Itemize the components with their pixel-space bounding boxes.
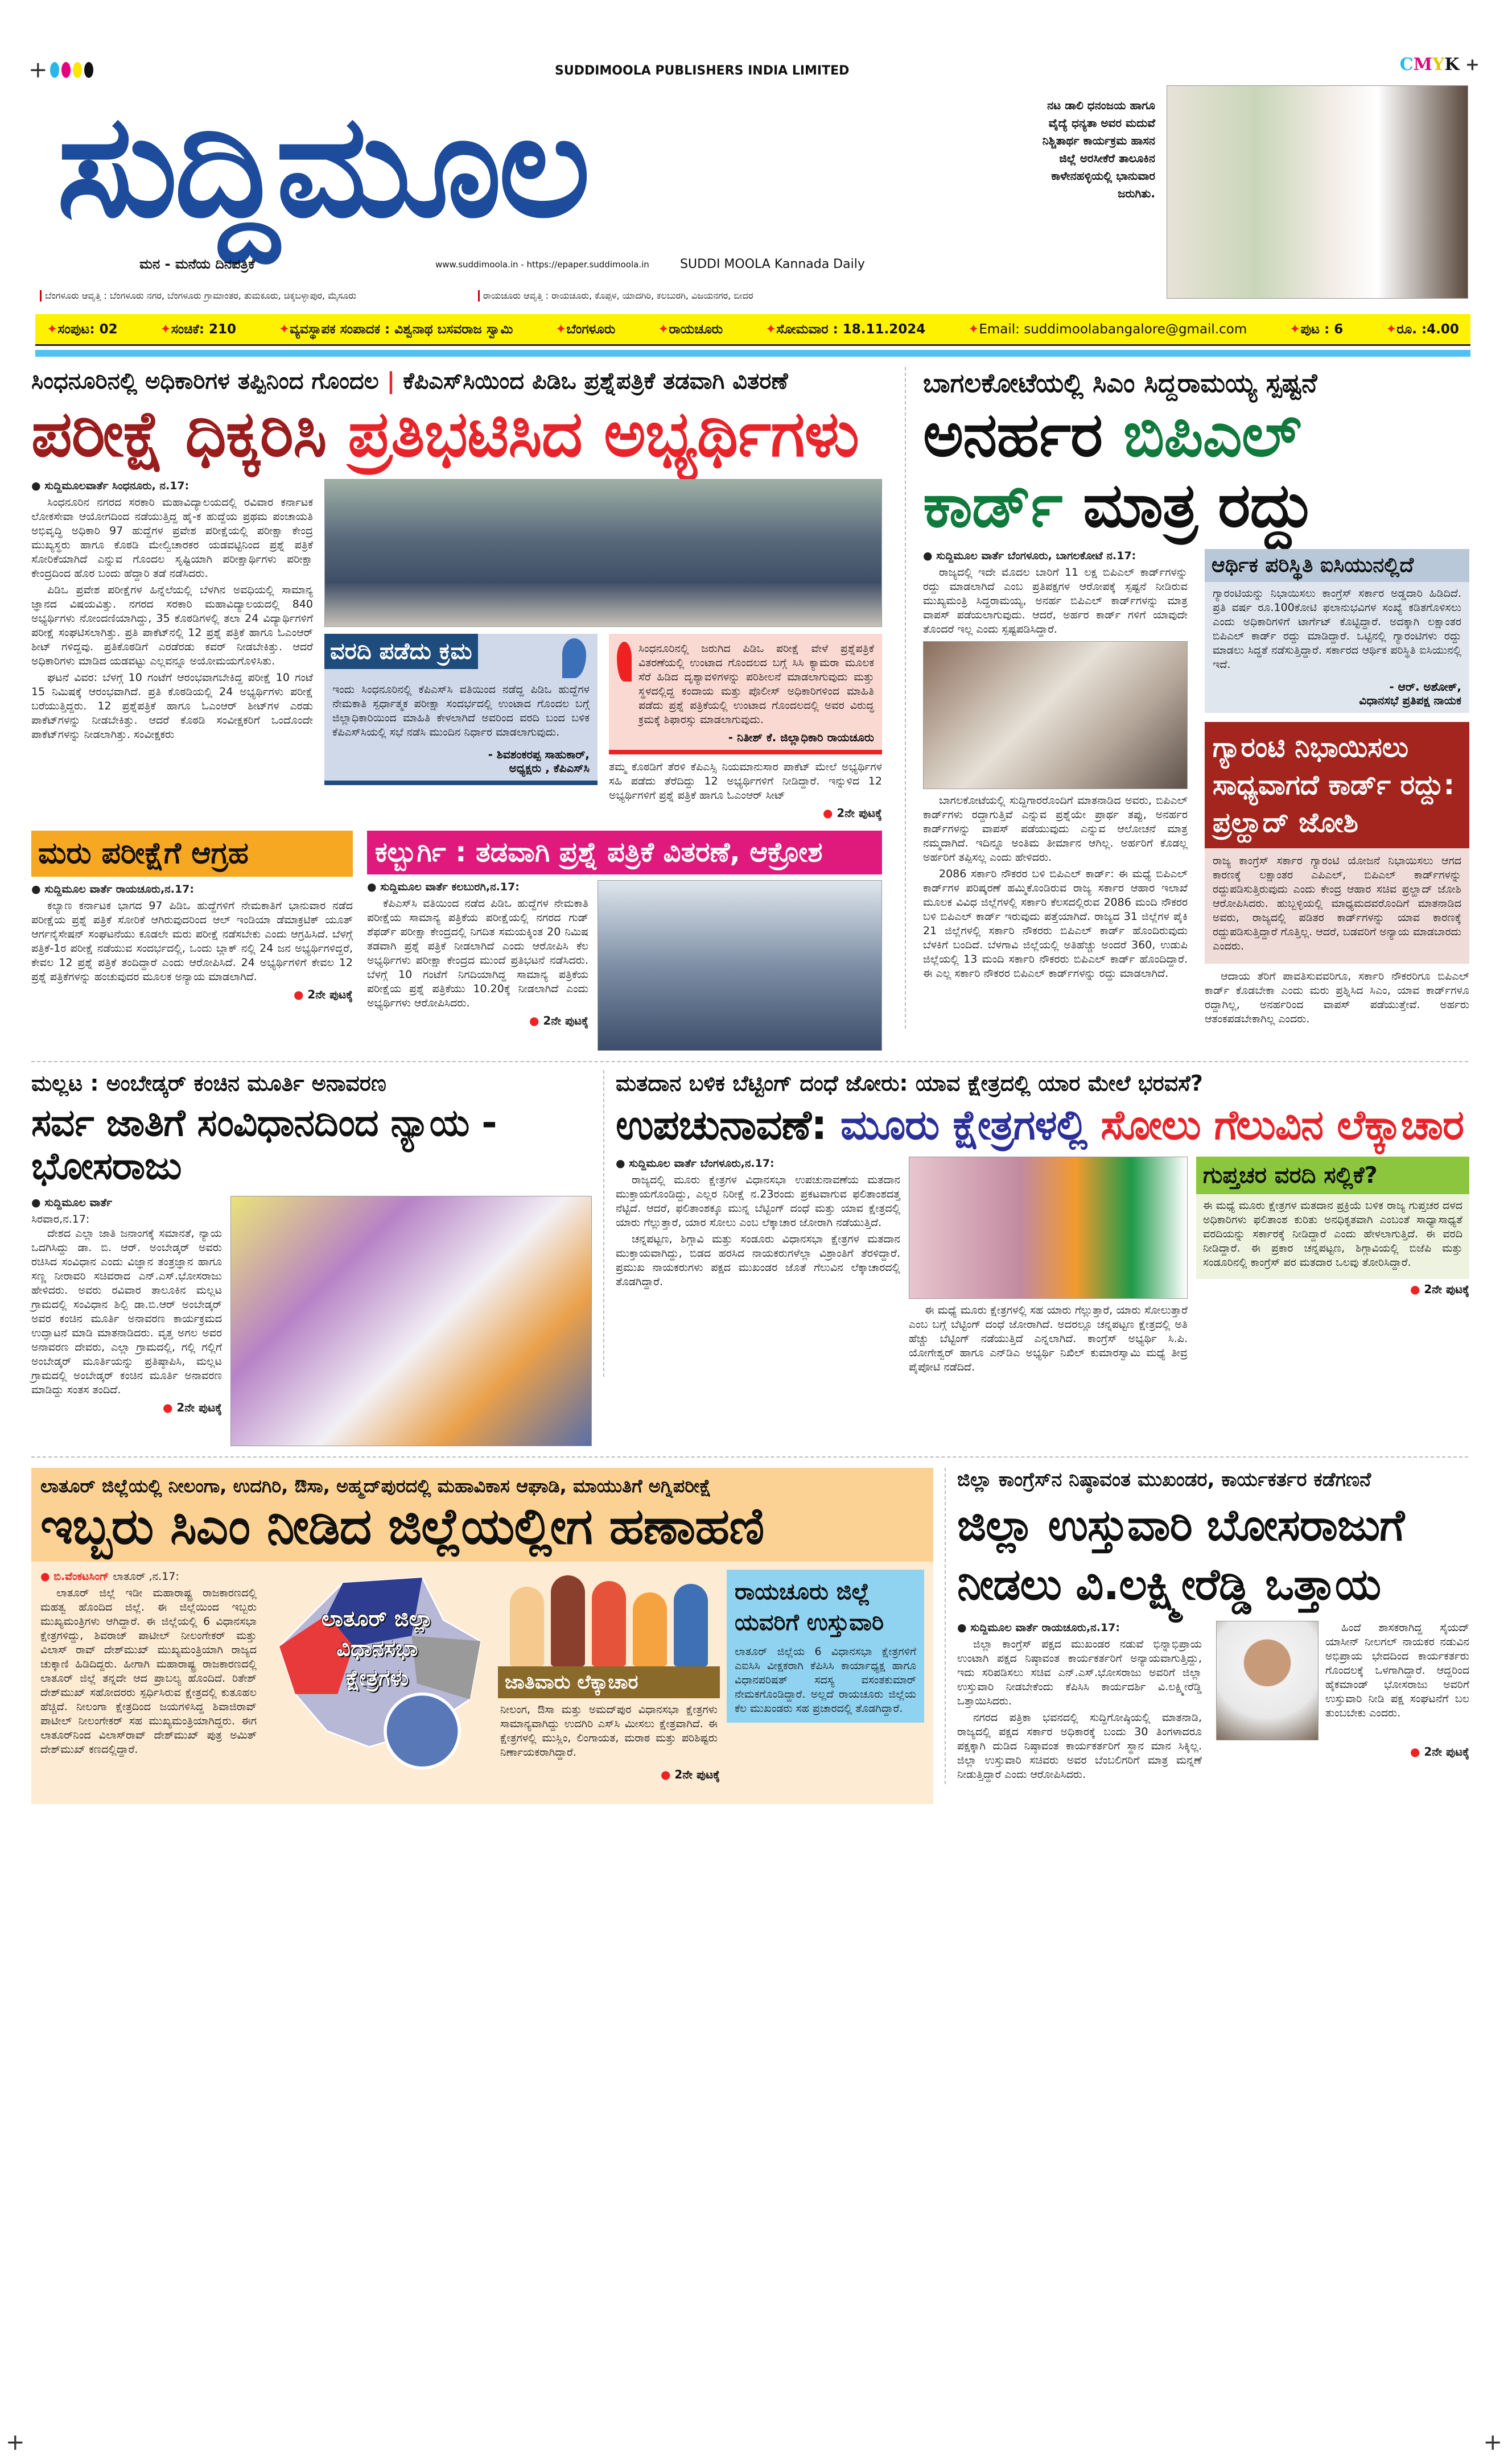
photo-caption: ನಟ ಡಾಲಿ ಧನಂಜಯ ಹಾಗೂ ವೈದ್ಯೆ ಧನ್ಯತಾ ಅವರ ಮದುವೆ ನಿಶ್ಚಿತಾರ್ಥ ಕಾರ್ಯಕ್ರಮ ಹಾಸನ ಜಿಲ್ಲೆ ಅರಸೀಕೆರೆ ತಾಲೂಕಿನ ಕಾಳೇನಹಳ್ಳಿಯಲ್ಲಿ ಭಾನುವಾರ ಜರುಗಿತು. (1042, 98, 1155, 200)
kpsc-quote-box: ವರದಿ ಪಡೆದು ಕ್ರಮ ಇಂದು ಸಿಂಧನೂರಿನಲ್ಲಿ ಕೆಪಿಎಸ್‌ಸಿ ವತಿಯಿಂದ ನಡೆದ್ದ ಪಿಡಿಒ ಹುದ್ದೆಗಳ ನೇಮಕಾತಿ ಸ್ಪರ್ಧಾತ್ಮಕ ಪರೀಕ್ಷಾ ಸಂದರ್ಭದಲ್ಲಿ ಉಂಟಾದ ಗೊಂದಲ ಬಗ್ಗೆ ಜಿಲ್ಲಾಧಿಕಾರಿಯಿಂದ ಮಾಹಿತಿ ಕೇಳಲಾಗಿದೆ ಅವರಿಂದ ವರದಿ ಬಂದ ಬಳಿಕ ಕೆಪಿಎಸ್‌ಸಿಯಲ್ಲಿ ಸಭೆ ನಡೆಸಿ ಮುಂದಿನ ನಿರ್ಧಾರ ಮಾಡಲಾಗುವುದು. - ಶಿವಶಂಕರಪ್ಪ ಸಾಹುಕಾರ್, ಅಧ್ಯಕ್ಷರು , ಕೆಪಿಎಸ್‌ಸಿ (324, 634, 598, 785)
kicker: ಮತದಾನ ಬಳಿಕ ಬೆಟ್ಟಿಂಗ್ ದಂಧೆ ಜೋರು: ಯಾವ ಕ್ಷೇತ್ರದಲ್ಲಿ ಯಾರ ಮೇಲೆ ಭರವಸೆ? (616, 1070, 1203, 1096)
yellow-dot (73, 62, 82, 78)
article-latur: ಲಾತೂರ್ ಜಿಲ್ಲೆಯಲ್ಲಿ ನೀಲಂಗಾ, ಉದಗಿರಿ, ಔಸಾ, ಅಹ್ಮದ್‌ಪುರದಲ್ಲಿ ಮಹಾವಿಕಾಸ ಆಘಾಡಿ, ಮಾಯುತಿಗೆ ಅಗ್ನಿಪರೀಕ್ಷೆ ಇಬ್ಬರು ಸಿಎಂ ನೀಡಿದ ಜಿಲ್ಲೆಯಲ್ಲೀಗ ಹಣಾಹಣಿ ● ಬಿ.ವೆಂಕಟಸಿಂಗ್ ಲಾತೂರ್ ,ನ.17: ಲಾತೂರ್ ಜಿಲ್ಲೆ ಇಡೀ ಮಹಾರಾಷ್ಟ್ರ ರಾಜಕಾರಣದಲ್ಲಿ ಮಹತ್ವ ಹೊಂದಿದ ಜಿಲ್ಲೆ. ಈ ಜಿಲ್ಲೆಯಿಂದ ಇಬ್ಬರು ಮುಖ್ಯಮಂತ್ರಿಗಳು ಆಗಿದ್ದಾರೆ. ಈ ಜಿಲ್ಲೆಯಲ್ಲಿ 6 ವಿಧಾನಸಭಾ ಕ್ಷೇತ್ರಗಳಿದ್ದು, ಶಿವರಾಜ್ ಪಾಟೀಲ್ ನೀಲಂಗೇಕರ್ ಮತ್ತು ವಿಲಾಸ್ ರಾವ್ ದೇಶ್‌ಮುಖ್ ಮುಖ್ಯಮಂತ್ರಿಯಾಗಿ ರಾಜ್ಯದ ಚುಕ್ಕಾಣಿ ಹಿಡಿದಿದ್ದರು. ಹೀಗಾಗಿ ಮಹಾರಾಷ್ಟ್ರ ರಾಜಕಾರಣದಲ್ಲಿ ಲಾತೂರ್ ಜಿಲ್ಲೆ ತನ್ನದೇ ಆದ ಪ್ರಾಬಲ್ಯ ಹೊಂದಿದೆ. ರಿತೇಶ್ ದೇಶ್‌ಮುಖ್ ಸಹೋದರರು ಸ್ಪರ್ಧಿಸಿರುವ ಕ್ಷೇತ್ರದಲ್ಲಿ ಕುತೂಹಲ ಹೆಚ್ಚಿದೆ. ನೀಲಂಗಾ ಕ್ಷೇತ್ರದಿಂದ ಜಯಗಳಿಸಿದ್ದ ಶಿವಾಜಿರಾವ್ ಪಾಟೀಲ್ ನೀಲಂಗೇಕರ್ ಸಹ ಮುಖ್ಯಮಂತ್ರಿಯಾಗಿದ್ದರು. ಈಗ ಲಾತೂರ್‌ನಿಂದ ವಿಲಾಸ್‌ರಾವ್ ದೇಶ್‌ಮುಖ್ ಪುತ್ರ ಅಮಿತ್ ದೇಶ್‌ಮುಖ್ ಕಣದಲ್ಲಿದ್ದಾರೆ. ಲಾತೂರ್ ಜಿಲ್ಲಾ ವಿಧಾನಸಭಾ ಕ್ಷೇತ್ರಗಳು ಜಾತಿವಾರು ಲೆಕ್ಕಾಚಾರ ನೀಲಂಗ, ಔಸಾ ಮತ್ತು ಅಮದ್‌ಪುರ ವಿಧಾನಸಭಾ ಕ್ಷೇತ್ರಗಳು ಸಾಮಾನ್ಯವಾಗಿದ್ದು ಉದಗಿರಿ ಎಸ್‌ಸಿ ಮೀಸಲು ಕ್ಷೇತ್ರವಾಗಿದೆ. ಈ ಕ್ಷೇತ್ರಗಳಲ್ಲಿ ಮುಸ್ಲಿಂ, ಲಿಂಗಾಯತ, ಮರಾಠ ಮತ್ತು ಪರಿಶಿಷ್ಟರು ನಿರ್ಣಾಯಕರಾಗಿದ್ದಾರೆ. ● 2ನೇ ಪುಟಕ್ಕೆ ರಾಯಚೂರು ಜಿಲ್ಲೆ ಯವರಿಗೆ ಉಸ್ತುವಾರಿ ಲಾತೂರ್ ಜಿಲ್ಲೆಯ 6 ವಿಧಾನಸಭಾ ಕ್ಷೇತ್ರಗಳಿಗೆ ಎಐಸಿಸಿ ವೀಕ್ಷಕರಾಗಿ ಕೆಪಿಸಿಸಿ ಕಾರ್ಯಾಧ್ಯಕ್ಷ ಹಾಗೂ ವಿಧಾನಪರಿಷತ್ ಸದಸ್ಯ ವಸಂತಕುಮಾರ್ ನೇಮಕಗೊಂಡಿದ್ದಾರೆ. ಅಲ್ಲದೆ ರಾಯಚೂರು ಜಿಲ್ಲೆಯ ಕೆಲ ಮುಖಂಡರು ಸಹ ಪ್ರಚಾರದಲ್ಲಿ ತೊಡಗಿದ್ದಾರೆ. (31, 1468, 933, 1804)
registration-mark-bottom-left: + (6, 2429, 25, 2455)
blue-rule (35, 350, 1470, 357)
article-body: ● ಸುದ್ದಿಮೂಲವಾರ್ತೆ ಸಿಂಧನೂರು, ನ.17: ಸಿಂಧನೂರಿನ ನಗರದ ಸರಕಾರಿ ಮಹಾವಿದ್ಯಾಲಯದಲ್ಲಿ ರವಿವಾರ ಕರ್ನಾಟಕ ಲೋಕಸೇವಾ ಆಯೋಗದಿಂದ ನಡೆಯುತ್ತಿದ್ದ ಹೈ-ಕ ಹುದ್ದೆಯ ಪ್ರಥಮ ಪಂಚಾಯತಿ ಅಭಿವೃದ್ಧಿ ಅಧಿಕಾರಿ 97 ಹುದ್ದೆಗಳ ಪ್ರವೇಶ ಪರೀಕ್ಷೆಯಲ್ಲಿ ಪರೀಕ್ಷಾ ಕೇಂದ್ರ ಮುಖ್ಯಸ್ಥರು ಹಾಗೂ ಕೊಠಡಿ ಮೇಲ್ವಿಚಾರಕರ ಯಡವಟ್ಟಿನಿಂದ ಪ್ರಶ್ನೆ ಪತ್ರಿಕೆ ಸೋರಿಕೆಯಾಗಿದೆ ಎನ್ನುವ ಗೊಂದಲ ಸೃಷ್ಟಿಯಾಗಿ ಪರೀಕ್ಷಾರ್ಥಿಗಳು ಪರೀಕ್ಷಾ ಕೇಂದ್ರದಿಂದ ಹೊರ ಬಂದು ಹೆದ್ದಾರಿ ತಡೆ ನಡೆಸಿದರು. ಪಿಡಿಒ ಪ್ರವೇಶ ಪರೀಕ್ಷೆಗಳ ಹಿನ್ನೆಲೆಯಲ್ಲಿ ಬೆಳಗಿನ ಅವಧಿಯಲ್ಲಿ ಸಾಮಾನ್ಯ ಜ್ಞಾನದ ವಿಷಯವಿತ್ತು. ನಗರದ ಸರಕಾರಿ ಮಹಾವಿದ್ಯಾಲಯದಲ್ಲಿ 840 ಅಭ್ಯರ್ಥಿಗಳು ನೋಂದಣಿಯಾಗಿದ್ದು, 35 ಕೊಠಡಿಗಳಲ್ಲಿ ತಲಾ 24 ವಿದ್ಯಾರ್ಥಿಗಳಿಗೆ ಪರೀಕ್ಷೆ ಸಂಘಟಿಸಲಾಗಿತ್ತು. ಪ್ರತಿ ಪಾಕೆಟ್‌ನಲ್ಲಿ 12 ಪ್ರಶ್ನೆ ಪತ್ರಿಕೆ ಹಾಗೂ ಓಎಂಆರ್ ಶೀಟ್ ಗಳಿದ್ದವು. ಪ್ರತಿಕೊಠಡಿಗೆ ಎರಡೆರಡು ಕವರ್ ನೀಡಬೇಕಿತ್ತು. ಆದರೆ ಅಧಿಕಾರಿಗಳು ಮಾಡಿದ ಯಡವಟ್ಟು ಎಲ್ಲವನ್ನೂ ಅಯೋಮಯಗೊಳಿಸಿತು. ಘಟನೆ ವಿವರ: ಬೆಳಗ್ಗೆ 10 ಗಂಟೆಗೆ ಆರಂಭವಾಗಬೇಕಿದ್ದ ಪರೀಕ್ಷೆ 10 ಗಂಟೆ 15 ನಿಮಿಷಕ್ಕೆ ಆರಂಭವಾಗಿದೆ. ಪ್ರತಿ ಕೊಠಡಿಯಲ್ಲಿ 24 ಅಭ್ಯರ್ಥಿಗಳು ಪರೀಕ್ಷೆ ಬರೆಯುತ್ತಿದ್ದರು. 12 ಪ್ರಶ್ನೆಪತ್ರಿಕೆ ಹಾಗೂ ಓಎಂಆರ್ ಶೀಟ್‌ಗಳ ಎರಡು ಪಾಕೆಟ್‌ಗಳನ್ನು ನೀಡಬೇಕಿತ್ತು. ಆದರೆ ಕೊಠಡಿ ಸಂವೀಕ್ಷಕರಿಗೆ ಒಂದೊಂದೇ ಪಾಕೆಟ್‌ಗಳನ್ನು ನೀಡಲಾಗಿತ್ತು. ಸಂವೀಕ್ಷಕರು (31, 479, 313, 741)
kicker: ಮಲ್ಲಟ : ಅಂಬೇಡ್ಕರ್ ಕಂಚಿನ ಮೂರ್ತಿ ಅನಾವರಣ (31, 1070, 386, 1096)
cmyk-mark: CMYK + (1399, 55, 1480, 75)
website: www.suddimoola.in - https://epaper.suddimoola.in (435, 259, 649, 270)
person-icon (510, 1587, 544, 1666)
kicker: ಸಿಂಧನೂರಿನಲ್ಲಿ ಅಧಿಕಾರಿಗಳ ತಪ್ಪಿನಿಂದ ಗೊಂದಲ | ಕೆಪಿಎಸ್‌ಸಿಯಿಂದ ಪಿಡಿಒ ಪ್ರಶ್ನೆಪತ್ರಿಕೆ ತಡವಾಗಿ ವಿತರಣೆ (31, 368, 788, 394)
edition-bengaluru: ಬೆಂಗಳೂರು ಆವೃತ್ತಿ : ಬೆಂಗಳೂರು ನಗರ, ಬೆಂಗಳೂರು ಗ್ರಾಮಾಂತರ, ತುಮಕೂರು, ಚಿಕ್ಕಬಳ್ಳಾಪುರ, ಮೈಸೂರು (40, 290, 356, 302)
publisher-name: SUDDIMOOLA PUBLISHERS INDIA LIMITED (555, 64, 850, 78)
siddaramaiah-photo (923, 641, 1188, 789)
page-content (31, 367, 1468, 1804)
headline: ಇಬ್ಬರು ಸಿಎಂ ನೀಡಿದ ಜಿಲ್ಲೆಯಲ್ಲೀಗ ಹಣಾಹಣಿ (40, 1497, 764, 1556)
ashok-quote-box: ಆರ್ಥಿಕ ಪರಿಸ್ಥಿತಿ ಐಸಿಯುನಲ್ಲಿದೆ ಗ್ಯಾರಂಟಿಯನ್ನು ನಿಭಾಯಿಸಲು ಕಾಂಗ್ರೆಸ್ ಸರ್ಕಾರ ಅಡ್ಡದಾರಿ ಹಿಡಿದಿದೆ. ಪ್ರತಿ ವರ್ಷ ರೂ.100ಕೋಟಿ ಫಲಾನುಭವಿಗಳ ಸಂಖ್ಯೆ ಕಡಿತಗೊಳಿಸಲು ಎಂದು ಅಧಿಕಾರಿಗಳಿಗೆ ಟಾರ್ಗೆಟ್ ಕೊಟ್ಟಿದ್ದಾರೆ. ಅದಕ್ಕಾಗಿ ಲಕ್ಷಾಂತರ ಬಿಪಿಎಲ್ ಕಾರ್ಡ್ ರದ್ದು ಮಾಡಿದ್ದಾರೆ. ಒಟ್ಟಿನಲ್ಲಿ ಗ್ಯಾರಂಟಿಗಳು ರದ್ದು ಮಾಡಲು ಸಿದ್ಧತೆ ನಡೆಸುತ್ತಿದ್ದಾರೆ. ಸರ್ಕಾರದ ಆರ್ಥಿಕ ಪರಿಸ್ಥಿತಿ ಐಸಿಯುನಲ್ಲಿ ಇದೆ. - ಆರ್. ಅಶೋಕ್, ವಿಧಾನಸಭೆ ಪ್ರತಿಪಕ್ಷ ನಾಯಕ (1205, 549, 1469, 713)
headline: ಪರೀಕ್ಷೆ ಧಿಕ್ಕರಿಸಿ ಪ್ರತಿಭಟಿಸಿದ ಅಭ್ಯರ್ಥಿಗಳು (31, 397, 859, 471)
section-top (31, 367, 1468, 1051)
raichur-box: ರಾಯಚೂರು ಜಿಲ್ಲೆ ಯವರಿಗೆ ಉಸ್ತುವಾರಿ ಲಾತೂರ್ ಜಿಲ್ಲೆಯ 6 ವಿಧಾನಸಭಾ ಕ್ಷೇತ್ರಗಳಿಗೆ ಎಐಸಿಸಿ ವೀಕ್ಷಕರಾಗಿ ಕೆಪಿಸಿಸಿ ಕಾರ್ಯಾಧ್ಯಕ್ಷ ಹಾಗೂ ವಿಧಾನಪರಿಷತ್ ಸದಸ್ಯ ವಸಂತಕುಮಾರ್ ನೇಮಕಗೊಂಡಿದ್ದಾರೆ. ಅಲ್ಲದೆ ರಾಯಚೂರು ಜಿಲ್ಲೆಯ ಕೆಲ ಮುಖಂಡರು ಸಹ ಪ್ರಚಾರದಲ್ಲಿ ತೊಡಗಿದ್ದಾರೆ. (727, 1570, 924, 1723)
dc-quote-box: ಸಿಂಧನೂರಿನಲ್ಲಿ ಜರುಗಿದ ಪಿಡಿಒ ಪರೀಕ್ಷೆ ವೇಳೆ ಪ್ರಶ್ನೆಪತ್ರಿಕೆ ವಿತರಣೆಯಲ್ಲಿ ಉಂಟಾದ ಗೊಂದಲದ ಬಗ್ಗೆ ಸಿಸಿ ಕ್ಯಾಮರಾ ಮೂಲಕ ಸೆರೆ ಹಿಡಿದ ದೃಶ್ಯಾವಳಿಗಳನ್ನು ಪರಿಶೀಲನೆ ಮಾಡಲಾಗುವುದು ಮತ್ತು ಸ್ಥಳದಲ್ಲಿದ್ದ ಕಂದಾಯ ಮತ್ತು ಪೊಲೀಸ್ ಅಧಿಕಾರಿಗಳಿಂದ ಮಾಹಿತಿ ಪಡೆದು ಪ್ರಶ್ನೆ ಪತ್ರಿಕೆಯಲ್ಲಿ ಉಂಟಾದ ಗೊಂದಲದಲ್ಲಿ ಅವರ ವಿರುದ್ಧ ಕ್ರಮಕ್ಕೆ ಶಿಫಾರಸ್ಸು ಮಾಡಲಾಗುವುದು. - ನಿತೀಶ್ ಕೆ. ಜಿಲ್ಲಾಧಿಕಾರಿ ರಾಯಚೂರು (609, 634, 882, 754)
article-bpl-cards: ಬಾಗಲಕೋಟೆಯಲ್ಲಿ ಸಿಎಂ ಸಿದ್ದರಾಮಯ್ಯ ಸ್ಪಷ್ಟನೆ ಅನರ್ಹರ ಬಿಪಿಎಲ್ ಕಾರ್ಡ್ ಮಾತ್ರ ರದ್ದು ● ಸುದ್ದಿಮೂಲ ವಾರ್ತೆ ಬೆಂಗಳೂರು, ಬಾಗಲಕೋಟೆ ನ.17: ರಾಜ್ಯದಲ್ಲಿ ಇದೇ ಮೊದಲ ಬಾರಿಗೆ 11 ಲಕ್ಷ ಬಿಪಿಎಲ್ ಕಾರ್ಡ್‌ಗಳನ್ನು ರದ್ದು ಮಾಡಲಾಗಿದೆ ಎಂಬ ಪ್ರತಿಪಕ್ಷಗಳ ಆರೋಪಕ್ಕೆ ಸ್ಪಷ್ಟನೆ ನೀಡಿರುವ ಮುಖ್ಯಮಂತ್ರಿ ಸಿದ್ದರಾಮಯ್ಯ, ಅನರ್ಹ ಬಿಪಿಎಲ್ ಕಾರ್ಡ್‌ಗಳನ್ನು ಮಾತ್ರ ವಾಪಸ್ ಪಡೆಯಲಾಗುವುದು. ಆದರೆ, ಅರ್ಹರ ಕಾರ್ಡ್ ಗಳಿಗೆ ಯಾವುದೇ ತೊಂದರೆ ಇಲ್ಲ ಎಂದು ಸ್ಪಷ್ಟಪಡಿಸಿದ್ದಾರೆ. ಬಾಗಲಕೋಟೆಯಲ್ಲಿ ಸುದ್ದಿಗಾರರೊಂದಿಗೆ ಮಾತನಾಡಿದ ಅವರು, ಬಿಪಿಎಲ್ ಕಾರ್ಡ್‌ಗಳು ರದ್ದಾಗುತ್ತಿವೆ ಎನ್ನುವ ಪ್ರಶ್ನೆಯೇ ಪ್ರಾರ್ಥ ತಪ್ಪು, ಅನರ್ಹರ ಕಾರ್ಡ್‌ಗಳನ್ನು ವಾಪಸ್ ಪಡೆಯುವುದು ಎನ್ನುವ ಆಲೋಚನೆ ಮಾತ್ರ ನಮ್ಮದಾಗಿದೆ. ಇದಿನ್ನೂ ಅಂತಿಮ ತೀರ್ಮಾನ ಆಗಿಲ್ಲ. ಅರ್ಹರಿಗೆ ಕೊಡಲ್ಲ ಅರ್ಹರಿಗೆ ತಪ್ಪಿಸಲ್ಲ ಎಂದು ಹೇಳಿದರು. 2086 ಸರ್ಕಾರಿ ನೌಕರರ ಬಳಿ ಬಿಪಿಎಲ್ ಕಾರ್ಡ್: ಈ ಮಧ್ಯೆ ಬಿಪಿಎಲ್ ಕಾರ್ಡ್‌ಗಳ ಪರಿಷ್ಕರಣೆ ಹಮ್ಮಿಕೊಂಡಿರುವ ರಾಜ್ಯ ಸರ್ಕಾರ ಆಹಾರ ಇಲಾಖೆ ಮೂಲಕ ವಿವಿಧ ಜಿಲ್ಲೆಗಳಲ್ಲಿ ಸರ್ಕಾರಿ ಕೆಲಸದಲ್ಲಿರುವ 2086 ಮಂದಿ ನೌಕರರ ಬಳಿ ಬಿಪಿಎಲ್ ಕಾರ್ಡ್ ಇರುವುದು ಪತ್ತೆಯಾಗಿದೆ. ರಾಜ್ಯದ 31 ಜಿಲ್ಲೆಗಳ ಪೈಕಿ 21 ಜಿಲ್ಲೆಗಳಲ್ಲಿ ಸರ್ಕಾರಿ ನೌಕರರು ಬಿಪಿಎಲ್ ಕಾರ್ಡ್ ಹೊಂದಿರುವುದು ಬೆಳಕಿಗೆ ಬಂದಿದೆ. ಬೆಳಗಾವಿ ಜಿಲ್ಲೆಯಲ್ಲಿ ಅತಿಹೆಚ್ಚು ಅಂದರೆ 360, ಉಡುಪಿ ಜಿಲ್ಲೆಯಲ್ಲಿ 13 ಮಂದಿ ಸರ್ಕಾರಿ ನೌಕರರು ಬಿಪಿಎಲ್ ಕಾರ್ಡ್ ಹೊಂದಿದ್ದಾರೆ. ಈ ಎಲ್ಲ ಸರ್ಕಾರಿ ನೌಕರರ ಬಿಪಿಎಲ್ ಕಾರ್ಡ್‌ಗಳನ್ನು ರದ್ದು ಮಾಡಲಾಗಿದೆ. ಆರ್ಥಿಕ ಪರಿಸ್ಥಿತಿ ಐಸಿಯುನಲ್ಲಿದೆ ಗ್ಯಾರಂಟಿಯನ್ನು ನಿಭಾಯಿಸಲು ಕಾಂಗ್ರೆಸ್ ಸರ್ಕಾರ ಅಡ್ಡದಾರಿ ಹಿಡಿದಿದೆ. ಪ್ರತಿ ವರ್ಷ ರೂ.100ಕೋಟಿ ಫಲಾನುಭವಿಗಳ ಸಂಖ್ಯೆ ಕಡಿತಗೊಳಿಸಲು ಎಂದು ಅಧಿಕಾರಿಗಳಿಗೆ ಟಾರ್ಗೆಟ್ ಕೊಟ್ಟಿದ್ದಾರೆ. ಅದಕ್ಕಾಗಿ ಲಕ್ಷಾಂತರ ಬಿಪಿಎಲ್ ಕಾರ್ಡ್ ರದ್ದು ಮಾಡಿದ್ದಾರೆ. ಒಟ್ಟಿನಲ್ಲಿ ಗ್ಯಾರಂಟಿಗಳು ರದ್ದು ಮಾಡಲು ಸಿದ್ಧತೆ ನಡೆಸುತ್ತಿದ್ದಾರೆ. ಸರ್ಕಾರದ ಆರ್ಥಿಕ ಪರಿಸ್ಥಿತಿ ಐಸಿಯುನಲ್ಲಿ ಇದೆ. - ಆರ್. ಅಶೋಕ್, ವಿಧಾನಸಭೆ ಪ್ರತಿಪಕ್ಷ ನಾಯಕ ಗ್ಯಾರಂಟಿ ನಿಭಾಯಿಸಲು ಸಾಧ್ಯವಾಗದೆ ಕಾರ್ಡ್ ರದ್ದು: ಪ್ರಲ್ಹಾದ್ ಜೋಶಿ ರಾಜ್ಯ ಕಾಂಗ್ರೆಸ್ ಸರ್ಕಾರ ಗ್ಯಾರಂಟಿ ಯೋಜನೆ ನಿಭಾಯಿಸಲು ಆಗದ ಕಾರಣಕ್ಕೆ ಲಕ್ಷಾಂತರ ಎಪಿಎಲ್, ಬಿಪಿಎಲ್ ಕಾರ್ಡ್‌ಗಳನ್ನು ರದ್ದುಪಡಿಸುತ್ತಿರುವುದು ಎಂದು ಕೇಂದ್ರ ಆಹಾರ ಸಚಿವ ಪ್ರಲ್ಹಾದ್ ಜೋಶಿ ಆರೋಪಿಸಿದರು. ಹುಬ್ಬಳ್ಳಿಯಲ್ಲಿ ಮಾಧ್ಯಮದವರೊಂದಿಗೆ ಮಾತನಾಡಿದ ಅವರು, ರಾಜ್ಯದಲ್ಲಿ ಪಡಿತರ ಕಾರ್ಡ್‌ಗಳನ್ನು ಯಾವ ಕಾರಣಕ್ಕೆ ರದ್ದುಪಡಿಸುತ್ತಿದ್ದಾರೆ ಗೊತ್ತಿಲ್ಲ. ಆದರೆ, ಬಡವರಿಗೆ ಅನ್ಯಾಯ ಮಾಡಬಾರದು ಎಂದರು. ಆದಾಯ ತೆರಿಗೆ ಪಾವತಿಸುವವರಿಗೂ, ಸರ್ಕಾರಿ ನೌಕರರಿಗೂ ಬಿಪಿಎಲ್ ಕಾರ್ಡ್ ಕೊಡಬೇಕಾ ಎಂದು ಮರು ಪ್ರಶ್ನಿಸಿದ ಸಿಎಂ, ಯಾವ ಕಾರ್ಡ್‌ಗಳೂ ರದ್ದಾಗಿಲ್ಲ, ಅನರ್ಹರಿಂದ ವಾಪಸ್ ಪಡೆಯುತ್ತೇವೆ. ಅರ್ಹರು ಆತಂಕಪಡಬೇಕಾಗಿಲ್ಲ ಎಂದರು. (905, 367, 1468, 1029)
city-bengaluru: ✦ಬೆಂಗಳೂರು (555, 321, 616, 337)
person-icon (592, 1581, 626, 1666)
caste-graphic (498, 1570, 720, 1666)
kicker: ಲಾತೂರ್ ಜಿಲ್ಲೆಯಲ್ಲಿ ನೀಲಂಗಾ, ಉದಗಿರಿ, ಔಸಾ, ಅಹ್ಮದ್‌ಪುರದಲ್ಲಿ ಮಹಾವಿಕಾಸ ಆಘಾಡಿ, ಮಾಯುತಿಗೆ ಅಗ್ನಿಪರೀಕ್ಷೆ (40, 1475, 711, 1497)
intel-report-box: ಗುಪ್ತಚರ ವರದಿ ಸಲ್ಲಿಕೆ? ಈ ಮಧ್ಯೆ ಮೂರು ಕ್ಷೇತ್ರಗಳ ಮತದಾನ ಪ್ರಕ್ರಿಯೆ ಬಳಿಕ ರಾಜ್ಯ ಗುಪ್ತಚರ ದಳದ ಅಧಿಕಾರಿಗಳು ಫಲಿತಾಂಶ ಕುರಿತು ಅನಧಿಕೃತವಾಗಿ ಎಂಬಂತೆ ಸಾಧ್ಯಾಸಾಧ್ಯತೆ ವರದಿಯನ್ನು ಸರ್ಕಾರಕ್ಕೆ ನೀಡಿದ್ದಾರೆ ಎಂದು ಹೇಳಲಾಗುತ್ತಿದೆ. ಈ ವರದಿ ನೀಡಿದ್ದಾರೆ. ಈ ಪ್ರಕಾರ ಚನ್ನಪಟ್ಟಣ, ಶಿಗ್ಗಾವಿಯಲ್ಲಿ ಬಿಜೆಪಿ ಮತ್ತು ಸಂಡೂರಿನಲ್ಲಿ ಕಾಂಗ್ರೆಸ್ ಪರ ಮತದಾರ ಒಲವು ತೋರಿಸಿದ್ದಾರೆ. (1196, 1157, 1469, 1279)
caste-box: ಜಾತಿವಾರು ಲೆಕ್ಕಾಚಾರ ನೀಲಂಗ, ಔಸಾ ಮತ್ತು ಅಮದ್‌ಪುರ ವಿಧಾನಸಭಾ ಕ್ಷೇತ್ರಗಳು ಸಾಮಾನ್ಯವಾಗಿದ್ದು ಉದಗಿರಿ ಎಸ್‌ಸಿ ಮೀಸಲು ಕ್ಷೇತ್ರವಾಗಿದೆ. ಈ ಕ್ಷೇತ್ರಗಳಲ್ಲಿ ಮುಸ್ಲಿಂ, ಲಿಂಗಾಯತ, ಮರಾಠ ಮತ್ತು ಪರಿಶಿಷ್ಟರು ನಿರ್ಣಾಯಕರಾಗಿದ್ದಾರೆ. (498, 1666, 720, 1764)
registration-marks-left: + (28, 57, 93, 83)
registration-mark-bottom-right: + (1483, 2429, 1502, 2455)
person-icon (674, 1584, 708, 1666)
quote-icon (562, 638, 586, 678)
article-kalaburagi: ಕಲ್ಬುರ್ಗಿ : ತಡವಾಗಿ ಪ್ರಶ್ನೆ ಪತ್ರಿಕೆ ವಿತರಣೆ, ಆಕ್ರೋಶ ● ಸುದ್ದಿಮೂಲ ವಾರ್ತೆ ಕಲಬುರಗಿ,ನ.17: ಕೆಪಿಎಸ್‌ಸಿ ವತಿಯಿಂದ ನಡೆದ ಪಿಡಿಒ ಹುದ್ದೆಗಳ ನೇಮಕಾತಿ ಪರೀಕ್ಷೆಯ ಸಾಮಾನ್ಯ ಪತ್ರಿಕೆಯ ಪರೀಕ್ಷೆಯಲ್ಲಿ ನಗರದ ಗುಡ್ ಶೆಫರ್ಡ್ ಪರೀಕ್ಷಾ ಕೇಂದ್ರದಲ್ಲಿ ನಿಗದಿತ ಸಮಯಕ್ಕಿಂತ 20 ನಿಮಿಷ ತಡವಾಗಿ ಪ್ರಶ್ನೆ ಪತ್ರಿಕೆ ನೀಡಲಾಗಿದೆ ಎಂದು ಆರೋಪಿಸಿ ಕೆಲ ಅಭ್ಯರ್ಥಿಗಳು ಪರೀಕ್ಷಾ ಕೇಂದ್ರದ ಮುಂದೆ ಪ್ರತಿಭಟನೆ ನಡೆಸಿದರು. ಬೆಳಗ್ಗೆ 10 ಗಂಟೆಗೆ ನಿಗದಿಯಾಗಿದ್ದ ಸಾಮಾನ್ಯ ಪತ್ರಿಕೆಯ ಪರೀಕ್ಷೆಯ ಪ್ರಶ್ನೆ ಪತ್ರಿಕೆಯು 10.20ಕ್ಕೆ ನೀಡಲಾಗಿದೆ ಎಂದು ಅಭ್ಯರ್ಥಿಗಳು ಆರೋಪಿಸಿದರು. ● 2ನೇ ಪುಟಕ್ಕೆ (367, 831, 882, 1051)
continued-link[interactable]: ● 2ನೇ ಪುಟಕ್ಕೆ (1216, 1745, 1469, 1759)
joshi-article: ಗ್ಯಾರಂಟಿ ನಿಭಾಯಿಸಲು ಸಾಧ್ಯವಾಗದೆ ಕಾರ್ಡ್ ರದ್ದು: ಪ್ರಲ್ಹಾದ್ ಜೋಶಿ ರಾಜ್ಯ ಕಾಂಗ್ರೆಸ್ ಸರ್ಕಾರ ಗ್ಯಾರಂಟಿ ಯೋಜನೆ ನಿಭಾಯಿಸಲು ಆಗದ ಕಾರಣಕ್ಕೆ ಲಕ್ಷಾಂತರ ಎಪಿಎಲ್, ಬಿಪಿಎಲ್ ಕಾರ್ಡ್‌ಗಳನ್ನು ರದ್ದುಪಡಿಸುತ್ತಿರುವುದು ಎಂದು ಕೇಂದ್ರ ಆಹಾರ ಸಚಿವ ಪ್ರಲ್ಹಾದ್ ಜೋಶಿ ಆರೋಪಿಸಿದರು. ಹುಬ್ಬಳ್ಳಿಯಲ್ಲಿ ಮಾಧ್ಯಮದವರೊಂದಿಗೆ ಮಾತನಾಡಿದ ಅವರು, ರಾಜ್ಯದಲ್ಲಿ ಪಡಿತರ ಕಾರ್ಡ್‌ಗಳನ್ನು ಯಾವ ಕಾರಣಕ್ಕೆ ರದ್ದುಪಡಿಸುತ್ತಿದ್ದಾರೆ ಗೊತ್ತಿಲ್ಲ. ಆದರೆ, ಬಡವರಿಗೆ ಅನ್ಯಾಯ ಮಾಡಬಾರದು ಎಂದರು. (1205, 722, 1469, 964)
headline: ಕಲ್ಬುರ್ಗಿ : ತಡವಾಗಿ ಪ್ರಶ್ನೆ ಪತ್ರಿಕೆ ವಿತರಣೆ, ಆಕ್ರೋಶ (367, 831, 882, 874)
lakshmi-reddy-portrait (1216, 1621, 1319, 1740)
section-middle (31, 1061, 1468, 1446)
city-raichur: ✦ರಾಯಚೂರು (658, 321, 723, 337)
english-name: SUDDI MOOLA Kannada Daily (680, 257, 865, 271)
continued-link[interactable]: ● 2ನೇ ಪುಟಕ್ಕೆ (31, 988, 353, 1002)
cyan-dot (50, 62, 59, 78)
quote-icon (617, 642, 632, 682)
volume: ✦ಸಂಪುಟ: 02 (47, 321, 118, 337)
article-bosaraju: ಜಿಲ್ಲಾ ಕಾಂಗ್ರೆಸ್‌ನ ನಿಷ್ಠಾವಂತ ಮುಖಂಡರ, ಕಾರ್ಯಕರ್ತರ ಕಡೆಗಣನೆ ಜಿಲ್ಲಾ ಉಸ್ತುವಾರಿ ಬೋಸರಾಜುಗೆ ನೀಡಲು ವಿ.ಲಕ್ಷ್ಮೀರೆಡ್ಡಿ ಒತ್ತಾಯ ● ಸುದ್ದಿಮೂಲ ವಾರ್ತೆ ರಾಯಚೂರು,ನ.17: ಜಿಲ್ಲಾ ಕಾಂಗ್ರೆಸ್ ಪಕ್ಷದ ಮುಖಂಡರ ನಡುವೆ ಭಿನ್ನಾಭಿಪ್ರಾಯ ಉಂಟಾಗಿ ಪಕ್ಷದ ನಿಷ್ಠಾವಂತ ಕಾರ್ಯಕರ್ತರಿಗೆ ಅನ್ಯಾಯವಾಗುತ್ತಿದ್ದು, ಇದು ಸರಿಪಡಿಸಲು ಸಚಿವ ಎನ್.ಎಸ್.ಭೋಸರಾಜು ಅವರಿಗೆ ಜಿಲ್ಲಾ ಉಸ್ತುವಾರಿ ನೀಡಬೇಕೆಂದು ಕೆಪಿಸಿಸಿ ಕಾರ್ಯದರ್ಶಿ ವಿ.ಲಕ್ಷ್ಮೀರೆಡ್ಡಿ ಒತ್ತಾಯಿಸಿದರು. ನಗರದ ಪತ್ರಿಕಾ ಭವನದಲ್ಲಿ ಸುದ್ದಿಗೋಷ್ಠಿಯಲ್ಲಿ ಮಾತನಾಡಿ, ರಾಜ್ಯದಲ್ಲಿ ಪಕ್ಷದ ಸರ್ಕಾರ ಅಧಿಕಾರಕ್ಕೆ ಬಂದು 30 ತಿಂಗಳಾದರೂ ಪಕ್ಷಕ್ಕಾಗಿ ದುಡಿದ ನಿಷ್ಠಾವಂತ ಕಾರ್ಯಕರ್ತರಿಗೆ ಸ್ಥಾನ ಮಾನ ಸಿಕ್ಕಿಲ್ಲ. ಜಿಲ್ಲಾ ಉಸ್ತುವಾರಿ ಸಚಿವರು ಅವರ ಬೆಂಬಲಿಗರಿಗೆ ಮಾತ್ರ ಮನ್ನಣೆ ನೀಡುತ್ತಿದ್ದಾರೆ ಎಂದು ಆರೋಪಿಸಿದರು. ಹಿಂದೆ ಶಾಸಕರಾಗಿದ್ದ ಸೈಯದ್ ಯಾಸೀನ್ ನೀಲಗಲ್ ನಾಯಕರ ನಡುವಿನ ಅಭಿಪ್ರಾಯ ಭೇದದಿಂದ ಕಾರ್ಯಕರ್ತರು ಗೊಂದಲಕ್ಕೆ ಒಳಗಾಗಿದ್ದಾರೆ. ಆದ್ದರಿಂದ ಹೈಕಮಾಂಡ್ ಭೋಸರಾಜು ಅವರಿಗೆ ಉಸ್ತುವಾರಿ ನೀಡಿ ಪಕ್ಷ ಸಂಘಟನೆಗೆ ಬಲ ತುಂಬಬೇಕು ಎಂದರು. ● 2ನೇ ಪುಟಕ್ಕೆ (945, 1468, 1468, 1784)
headline: ಸರ್ವ ಜಾತಿಗೆ ಸಂವಿಧಾನದಿಂದ ನ್ಯಾಯ - ಭೋಸರಾಜು (31, 1101, 497, 1188)
engagement-photo (1167, 85, 1468, 299)
continued-link[interactable]: ● 2ನೇ ಪುಟಕ್ಕೆ (609, 806, 882, 820)
continued-link[interactable]: ● 2ನೇ ಪುಟಕ್ಕೆ (367, 1014, 588, 1028)
caste-label: ಜಾತಿವಾರು ಲೆಕ್ಕಾಚಾರ (498, 1666, 720, 1698)
headline: ಉಪಚುನಾವಣೆ: ಮೂರು ಕ್ಷೇತ್ರಗಳಲ್ಲಿ ಸೋಲು ಗೆಲುವಿನ ಲೆಕ್ಕಾಚಾರ (616, 1101, 1464, 1149)
edition-raichur: ರಾಯಚೂರು ಆವೃತ್ತಿ : ರಾಯಚೂರು, ಕೊಪ್ಪಳ, ಯಾದಗಿರಿ, ಕಲಬುರಗಿ, ವಿಜಯನಗರ, ಬೀದರ (478, 290, 753, 302)
latur-header (31, 1468, 933, 1562)
managing-editor: ✦ವ್ಯವಸ್ಥಾಪಕ ಸಂಪಾದಕ : ವಿಶ್ವನಾಥ ಬಸವರಾಜ ಸ್ವಾಮಿ (278, 321, 513, 337)
headline: ಮರು ಪರೀಕ್ಷೆಗೆ ಆಗ್ರಹ (31, 831, 353, 877)
person-icon (551, 1575, 585, 1666)
box-title: ಆರ್ಥಿಕ ಪರಿಸ್ಥಿತಿ ಐಸಿಯುನಲ್ಲಿದೆ (1205, 549, 1469, 582)
person-icon (633, 1592, 667, 1666)
box-title: ಗುಪ್ತಚರ ವರದಿ ಸಲ್ಲಿಕೆ? (1196, 1157, 1469, 1194)
headline: ಅನರ್ಹರ ಬಿಪಿಎಲ್ ಕಾರ್ಡ್ ಮಾತ್ರ ರದ್ದು (923, 399, 1315, 541)
article-bypoll: ಮತದಾನ ಬಳಿಕ ಬೆಟ್ಟಿಂಗ್ ದಂಧೆ ಜೋರು: ಯಾವ ಕ್ಷೇತ್ರದಲ್ಲಿ ಯಾರ ಮೇಲೆ ಭರವಸೆ? ಉಪಚುನಾವಣೆ: ಮೂರು ಕ್ಷೇತ್ರಗಳಲ್ಲಿ ಸೋಲು ಗೆಲುವಿನ ಲೆಕ್ಕಾಚಾರ ● ಸುದ್ದಿಮೂಲ ವಾರ್ತೆ ಬೆಂಗಳೂರು,ನ.17: ರಾಜ್ಯದಲ್ಲಿ ಮೂರು ಕ್ಷೇತ್ರಗಳ ವಿಧಾನಸಭಾ ಉಪಚುನಾವಣೆಯ ಮತದಾನ ಮುಕ್ತಾಯಗೊಂಡಿದ್ದು, ಎಲ್ಲರ ನಿರೀಕ್ಷೆ ನ.23ರಂದು ಪ್ರಕಟವಾಗುವ ಫಲಿತಾಂಶದತ್ತ ನೆಟ್ಟಿದೆ. ಆದರೆ, ಫಲಿತಾಂಶಕ್ಕೂ ಮುನ್ನ ಬೆಟ್ಟಿಂಗ್ ದಂಧೆ ಮತ್ತು ಯಾವ ಕ್ಷೇತ್ರದಲ್ಲಿ ಯಾರು ಗೆಲ್ಲುತ್ತಾರೆ, ಯಾರ ಸೋಲು ಎಂಬ ಲೆಕ್ಕಾಚಾರ ಜೋರಾಗಿ ನಡೆಯುತ್ತಿದೆ. ಚನ್ನಪಟ್ಟಣ, ಶಿಗ್ಗಾವಿ ಮತ್ತು ಸಂಡೂರು ವಿಧಾನಸಭಾ ಕ್ಷೇತ್ರಗಳ ಮತದಾನ ಮುಕ್ತಾಯವಾಗಿದ್ದು, ಬಿಡದ ಹರಸಿದ ನಾಯಕರುಗಳೆಲ್ಲಾ ವಿಶ್ರಾಂತಿಗೆ ತೆರಳಿದ್ದಾರೆ. ಪ್ರಮುಖ ನಾಯಕರುಗಳು ಪಕ್ಷದ ಮುಖಂಡರ ಜೊತೆ ಗೆಲುವಿನ ಲೆಕ್ಕಾಚಾರದಲ್ಲಿ ತೊಡಗಿದ್ದಾರೆ. ಈ ಮಧ್ಯೆ ಮೂರು ಕ್ಷೇತ್ರಗಳಲ್ಲಿ ಸಹ ಯಾರು ಗೆಲ್ಲುತ್ತಾರೆ, ಯಾರು ಸೋಲುತ್ತಾರೆ ಎಂಬ ಬಗ್ಗೆ ಬೆಟ್ಟಿಂಗ್ ದಂಧೆ ಜೋರಾಗಿದೆ. ಅದರಲ್ಲೂ ಚನ್ನಪಟ್ಟಣ ಕ್ಷೇತ್ರದಲ್ಲಿ ಅತಿ ಹೆಚ್ಚು ಬೆಟ್ಟಿಂಗ್ ನಡೆಯುತ್ತಿದೆ ಎನ್ನಲಾಗಿದೆ. ಕಾಂಗ್ರೆಸ್ ಅಭ್ಯರ್ಥಿ ಸಿ.ಪಿ. ಯೋಗೇಶ್ವರ್ ಹಾಗೂ ಎನ್‌ಡಿಎ ಅಭ್ಯರ್ಥಿ ನಿಖಿಲ್ ಕುಮಾರಸ್ವಾಮಿ ಮಧ್ಯೆ ತೀವ್ರ ಪೈಪೋಟಿ ನಡೆದಿದೆ. ಗುಪ್ತಚರ ವರದಿ ಸಲ್ಲಿಕೆ? ಈ ಮಧ್ಯೆ ಮೂರು ಕ್ಷೇತ್ರಗಳ ಮತದಾನ ಪ್ರಕ್ರಿಯೆ ಬಳಿಕ ರಾಜ್ಯ ಗುಪ್ತಚರ ದಳದ ಅಧಿಕಾರಿಗಳು ಫಲಿತಾಂಶ ಕುರಿತು ಅನಧಿಕೃತವಾಗಿ ಎಂಬಂತೆ ಸಾಧ್ಯಾಸಾಧ್ಯತೆ ವರದಿಯನ್ನು ಸರ್ಕಾರಕ್ಕೆ ನೀಡಿದ್ದಾರೆ ಎಂದು ಹೇಳಲಾಗುತ್ತಿದೆ. ಈ ವರದಿ ನೀಡಿದ್ದಾರೆ. ಈ ಪ್ರಕಾರ ಚನ್ನಪಟ್ಟಣ, ಶಿಗ್ಗಾವಿಯಲ್ಲಿ ಬಿಜೆಪಿ ಮತ್ತು ಸಂಡೂರಿನಲ್ಲಿ ಕಾಂಗ್ರೆಸ್ ಪರ ಮತದಾರ ಒಲವು ತೋರಿಸಿದ್ದಾರೆ. ● 2ನೇ ಪುಟಕ್ಕೆ (603, 1070, 1468, 1377)
kalaburagi-photo (598, 880, 882, 1051)
magenta-dot (61, 62, 71, 78)
masthead-logo: ಸುದ್ದಿಮೂಲ (57, 83, 587, 249)
tagline: ಮನ - ಮನೆಯ ದಿನಪತ್ರಿಕೆ (139, 256, 255, 272)
article-re-exam: ಮರು ಪರೀಕ್ಷೆಗೆ ಆಗ್ರಹ ● ಸುದ್ದಿಮೂಲ ವಾರ್ತೆ ರಾಯಚೂರು,ನ.17: ಕಲ್ಯಾಣ ಕರ್ನಾಟಕ ಭಾಗದ 97 ಪಿಡಿಒ ಹುದ್ದೆಗಳಿಗೆ ನೇಮಕಾತಿಗೆ ಭಾನುವಾರ ನಡೆದ ಪರೀಕ್ಷೆಯ ಪ್ರಶ್ನೆ ಪತ್ರಿಕೆ ಸೋರಿಕೆ ಆಗಿರುವುದರಿಂದ ಆಲ್ ಇಂಡಿಯಾ ಡೆಮಾಕ್ರಟಿಕ್ ಯೂತ್ ಆರ್ಗನೈಸೇಷನ್ ಸಂಘಟನೆಯು ಕೂಡಲೇ ಮರು ಪರೀಕ್ಷೆ ನಡೆಸಬೇಕು ಎಂದು ಆಗ್ರಹಿಸಿದೆ. ಬೆಳಗ್ಗೆ ಪತ್ರಿಕೆ-1ರ ಪರೀಕ್ಷೆ ನಡೆಯುವ ಸಂದರ್ಭದಲ್ಲಿ, ಒಂದು ಬ್ಲಾಕ್ ನಲ್ಲಿ 24 ಜನ ಅಭ್ಯರ್ಥಿಗಳಿದ್ದರೆ, ಕೇವಲ 12 ಪ್ರಶ್ನೆ ಪತ್ರಿಕೆ ತಂದಿದ್ದಾರೆ ಎಂದು ಆರೋಪಿಸಿದೆ. 24 ಅಭ್ಯರ್ಥಿಗಳಿಗೆ ಕೇವಲ 12 ಪ್ರಶ್ನೆ ಪತ್ರಿಕೆಗಳನ್ನು ಹಂಚುವುದರ ಮೂಲಕ ಅನ್ಯಾಯ ಮಾಡಲಾಗಿದೆ. ● 2ನೇ ಪುಟಕ್ಕೆ (31, 831, 353, 1002)
kicker: ಜಿಲ್ಲಾ ಕಾಂಗ್ರೆಸ್‌ನ ನಿಷ್ಠಾವಂತ ಮುಖಂಡರ, ಕಾರ್ಯಕರ್ತರ ಕಡೆಗಣನೆ (957, 1468, 1371, 1492)
box-title: ವರದಿ ಪಡೆದು ಕ್ರಮ (324, 634, 478, 669)
info-bar (35, 314, 1470, 346)
section-bottom (31, 1456, 1468, 1804)
continued-link[interactable]: ● 2ನೇ ಪುಟಕ್ಕೆ (1196, 1282, 1469, 1296)
section-top-left (31, 367, 882, 1051)
price: ✦ರೂ. :4.00 (1386, 321, 1459, 337)
black-dot (84, 62, 93, 78)
email: ✦Email: suddimoolabangalore@gmail.com (968, 321, 1247, 337)
date: ✦ಸೋಮವಾರ : 18.11.2024 (765, 321, 926, 337)
ambedkar-statue-photo (230, 1196, 592, 1446)
latur-map (263, 1570, 491, 1797)
kicker: ಬಾಗಲಕೋಟೆಯಲ್ಲಿ ಸಿಎಂ ಸಿದ್ದರಾಮಯ್ಯ ಸ್ಪಷ್ಟನೆ (923, 368, 1317, 398)
article-ambedkar: ಮಲ್ಲಟ : ಅಂಬೇಡ್ಕರ್ ಕಂಚಿನ ಮೂರ್ತಿ ಅನಾವರಣ ಸರ್ವ ಜಾತಿಗೆ ಸಂವಿಧಾನದಿಂದ ನ್ಯಾಯ - ಭೋಸರಾಜು ● ಸುದ್ದಿಮೂಲ ವಾರ್ತೆ ಸಿರವಾರ,ನ.17: ದೇಶದ ಎಲ್ಲಾ ಜಾತಿ ಜನಾಂಗಕ್ಕೆ ಸಮಾನತೆ, ನ್ಯಾಯ ಒದಗಿಸಿದ್ದು ಡಾ. ಬಿ. ಆರ್. ಅಂಬೇಡ್ಕರ್ ಅವರು ರಚಿಸಿದ ಸಂವಿಧಾನ ಎಂದು ವಿಜ್ಞಾನ ತಂತ್ರಜ್ಞಾನ ಹಾಗೂ ಸಣ್ಣ ನೀರಾವರಿ ಸಚಿವರಾದ ಎನ್.ಎಸ್.ಭೋಸರಾಜು ಹೇಳಿದರು. ಅವರು ರವಿವಾರ ತಾಲೂಕಿನ ಮಲ್ಲಟ ಗ್ರಾಮದಲ್ಲಿ ಸಂವಿಧಾನ ಶಿಲ್ಪಿ ಡಾ.ಬಿ.ಆರ್ ಅಂಬೇಡ್ಕರ್ ಅವರ ಕಂಚಿನ ಮೂರ್ತಿ ಅನಾವರಣ ಕಾರ್ಯಕ್ರಮದ ಉದ್ಘಾಟನೆ ಮಾಡಿ ಮಾತನಾಡಿದರು. ವೃತ್ತ ಅಗಲ ಅವರ ಅನಾವರಣ ದೇವರು, ಎಲ್ಲಾ ಗ್ರಾಮದಲ್ಲಿ, ಗಲ್ಲಿ ಗಲ್ಲಿಗೆ ಅಂಬೇಡ್ಕರ್ ಮೂರ್ತಿಯನ್ನು ಪ್ರತಿಷ್ಠಾಪಿಸಿ, ಮಲ್ಲಟ ಗ್ರಾಮದಲ್ಲಿ ಅಂಬೇಡ್ಕರ್ ಕಂಚಿನ ಮೂರ್ತಿ ಅನಾವರಣ ಮಾಡಿದ್ದು ಸಂತಸ ತಂದಿದೆ. ● 2ನೇ ಪುಟಕ್ಕೆ (31, 1070, 592, 1446)
continued-link[interactable]: ● 2ನೇ ಪುಟಕ್ಕೆ (498, 1768, 720, 1781)
map-label: ಲಾತೂರ್ ಜಿಲ್ಲಾ ವಿಧಾನಸಭಾ ಕ್ಷೇತ್ರಗಳು (321, 1606, 434, 1691)
box-title: ರಾಯಚೂರು ಜಿಲ್ಲೆ ಯವರಿಗೆ ಉಸ್ತುವಾರಿ (735, 1579, 884, 1636)
article-tail: ತಮ್ಮ ಕೊಠಡಿಗೆ ತೆರಳಿ ಕೆಪಿಎಸ್ಸಿ ನಿಯಮಾನುಸಾರ ಪಾಕೆಟ್ ಮೇಲೆ ಅಭ್ಯರ್ಥಿಗಳ ಸಹಿ ಪಡೆದು ತೆರೆದಿದ್ದು 12 ಅಭ್ಯರ್ಥಿಗಳಿಗೆ ನೀಡಿದ್ದಾರೆ. ಇನ್ನುಳಿದ 12 ಅಭ್ಯರ್ಥಿಗಳಿಗೆ ಪ್ರಶ್ನೆ ಪತ್ರಿಕೆ ಹಾಗೂ ಓಎಂಆರ್ ಸೀಟ್ ● 2ನೇ ಪುಟಕ್ಕೆ (609, 760, 882, 820)
pages: ✦ಪುಟ : 6 (1289, 321, 1344, 337)
headline: ಜಿಲ್ಲಾ ಉಸ್ತುವಾರಿ ಬೋಸರಾಜುಗೆ ನೀಡಲು ವಿ.ಲಕ್ಷ್ಮೀರೆಡ್ಡಿ ಒತ್ತಾಯ (957, 1499, 1404, 1609)
protest-photo (324, 479, 882, 627)
article-exam-protest (31, 367, 882, 820)
issue: ✦ಸಂಚಿಕೆ: 210 (160, 321, 237, 337)
continued-link[interactable]: ● 2ನೇ ಪುಟಕ್ಕೆ (31, 1401, 222, 1415)
currency-party-photo (909, 1157, 1188, 1299)
headline: ಗ್ಯಾರಂಟಿ ನಿಭಾಯಿಸಲು ಸಾಧ್ಯವಾಗದೆ ಕಾರ್ಡ್ ರದ್ದು: ಪ್ರಲ್ಹಾದ್ ಜೋಶಿ (1205, 722, 1469, 848)
